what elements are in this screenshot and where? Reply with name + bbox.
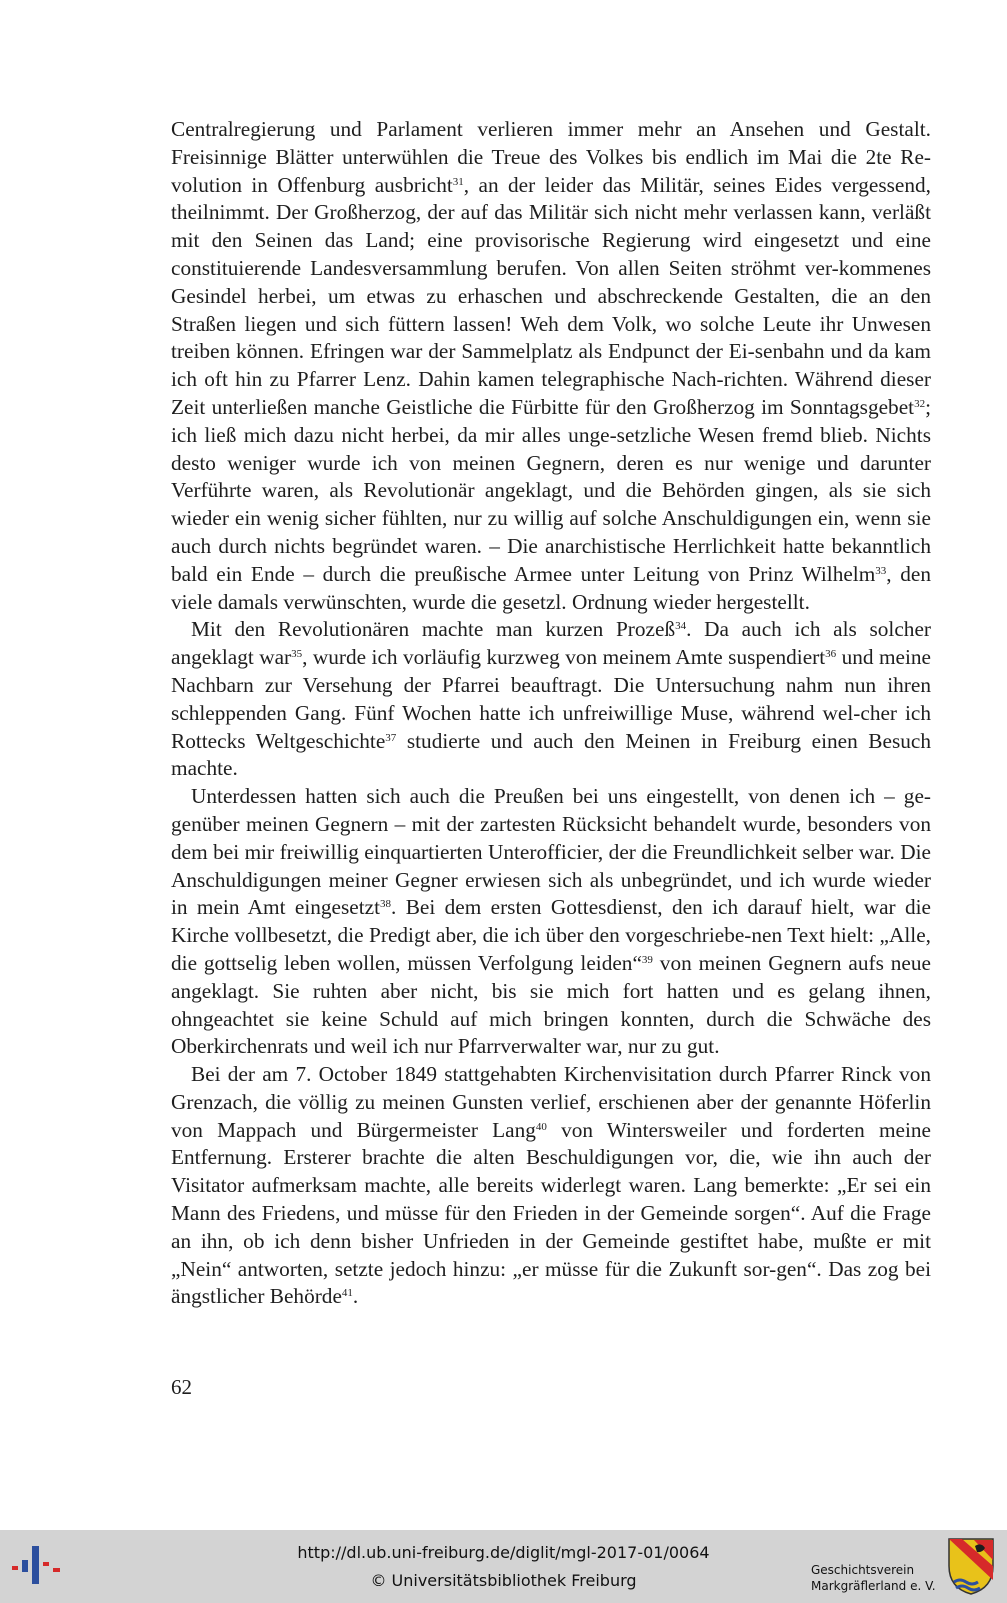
- footnote-marker[interactable]: 40: [535, 1120, 547, 1133]
- text-run: , den viele damals verwünschten, wurde die gesetzl. Ordnung wieder hergestellt.: [171, 561, 931, 614]
- text-run: und meine Nachbarn zur Versehung der Pfarrei beauftragt. Die Untersuchung nahm nun ihren schleppenden Gang. Fünf Wochen hatte ich unfreiwillige Muse, während wel-cher ich Rottecks Weltgeschichte: [171, 645, 931, 753]
- text-run: ; ich ließ mich dazu nicht herbei, da mir alles unge-setzliche Wesen fremd blieb. Nichts desto weniger wurde ich von meinen Gegnern, deren es nur wenige und darunter Verführte waren, als Revolutionär angeklagt, und die Behörden gingen, als sie sich wieder ein wenig sicher fühlten, nur zu willig auf solche Anschuldigungen ein, wenn sie auch durch nichts begründet waren. – Die anarchistische Herrlichkeit hatte bekanntlich bald ein Ende – durch die preußische Armee unter Leitung von Prinz Wilhelm: [171, 394, 931, 586]
- text-run: von meinen Gegnern aufs neue angeklagt. Sie ruhten aber nicht, bis sie mich fort hatten und es gelang ihnen, ohngeachtet sie keine Schuld auf mich bringen konnten, durch die Schwäche des Oberkirchenrats und weil ich nur Pfarrverwalter war, nur zu gut.: [171, 950, 931, 1059]
- paragraph: [171, 783, 931, 1061]
- text-run: . Da auch ich als solcher angeklagt war: [171, 617, 931, 670]
- footnote-marker[interactable]: 34: [675, 620, 687, 633]
- paragraph: [171, 116, 931, 616]
- paragraph: [171, 1061, 931, 1311]
- footnote-marker[interactable]: 38: [380, 898, 392, 911]
- society-name[interactable]: [811, 1562, 941, 1594]
- paragraph: [171, 616, 931, 783]
- footnote-marker[interactable]: 35: [291, 648, 303, 661]
- footnote-marker[interactable]: 36: [825, 648, 837, 661]
- footnote-marker[interactable]: 33: [875, 564, 887, 577]
- text-run: Unterdessen hatten sich auch die Preußen bei uns eingestellt, von denen ich – ge-genüber meinen Gegnern – mit der zartesten Rücksicht behandelt wurde, besonders von dem bei mir freiwillig einquartierten Unterofficier, der die Freundlichkeit selber war. Die Anschuldigungen meiner Gegner erwiesen sich als unbegründet, und ich wurde wieder in mein Amt eingesetzt: [171, 784, 931, 920]
- footnote-marker[interactable]: 41: [341, 1287, 353, 1300]
- text-run: , wurde ich vorläufig kurzweg von meinem Amte suspendiert: [302, 645, 826, 670]
- footnote-marker[interactable]: 31: [452, 175, 464, 188]
- footnote-marker[interactable]: 39: [641, 953, 653, 966]
- text-run: Bei der am 7. October 1849 stattgehabten Kirchenvisitation durch Pfarrer Rinck von Grenzach, die völlig zu meinen Gunsten verlief, erschienen aber der genannte Höferlin von Mappach und Bürgermeister Lang: [171, 1062, 931, 1142]
- footer-copyright: © Universitätsbibliothek Freiburg: [370, 1571, 637, 1590]
- text-run: von Wintersweiler und forderten meine Entfernung. Ersterer brachte die alten Beschuldigungen vor, die, wie ihn auch der Visitator aufmerksam machte, alle bereits widerlegt waren. Lang bemerkte: „Er sei ein Mann des Friedens, und müsse für den Frieden in der Gemeinde sorgen“. Auf die Frage an ihn, ob ich denn bisher Unfrieden in der Gemeinde gestiftet habe, mußte er mit „Nein“ antworten, setzte jedoch hinzu: „er müsse für die Zukunft sor-gen“. Das zog bei ängstlicher Behörde: [171, 1117, 932, 1309]
- text-run: .: [352, 1284, 359, 1309]
- text-run: . Bei dem ersten Gottesdienst, den ich darauf hielt, war die Kirche vollbesetzt, die Predigt aber, die ich über den vorgeschriebe-nen Text hielt: „Alle, die gottselig leben wollen, müssen Verfolgung leiden“: [171, 895, 931, 975]
- text-run: Mit den Revolutionären machte man kurzen Prozeß: [191, 617, 676, 642]
- footnote-marker[interactable]: 32: [914, 397, 926, 410]
- footnote-marker[interactable]: 37: [385, 731, 397, 744]
- society-name-line1: Geschichtsverein: [811, 1563, 915, 1577]
- footer-url-link[interactable]: http://dl.ub.uni-freiburg.de/diglit/mgl-2017-01/0064: [297, 1543, 710, 1562]
- coat-of-arms-icon[interactable]: [946, 1536, 996, 1596]
- footer-bar: [0, 1530, 1007, 1603]
- society-name-line2: Markgräflerland e. V.: [811, 1579, 936, 1593]
- text-run: studierte und auch den Meinen in Freiburg einen Besuch machte.: [171, 728, 932, 781]
- page-number: 62: [171, 1375, 192, 1399]
- text-run: , an der leider das Militär, seines Eides vergessend, theilnimmt. Der Großherzog, der auf das Militär sich nicht mehr verlassen kann, verläßt mit den Seinen das Land; eine provisorische Regierung wird eingesetzt und eine constituierende Landesversammlung berufen. Von allen Seiten ströhmt ver-kommenes Gesindel herbei, um etwas zu erhaschen und abschreckende Gestalten, die an den Straßen liegen und sich füttern lassen! Weh dem Volk, wo solche Leute ihr Unwesen treiben können. Efringen war der Sammelplatz als Endpunct der Ei-senbahn und da kam ich oft hin zu Pfarrer Lenz. Dahin kamen telegraphische Nach-richten. Während dieser Zeit unterließen manche Geistliche die Fürbitte für den Großherzog im Sonntagsgebet: [171, 172, 931, 419]
- text-run: Centralregierung und Parlament verlieren immer mehr an Ansehen und Gestalt. Freisinnige Blätter unterwühlen die Treue des Volkes bis endlich im Mai die 2te Re-volution in Offenburg ausbricht: [171, 117, 931, 197]
- body-text: [171, 116, 931, 1311]
